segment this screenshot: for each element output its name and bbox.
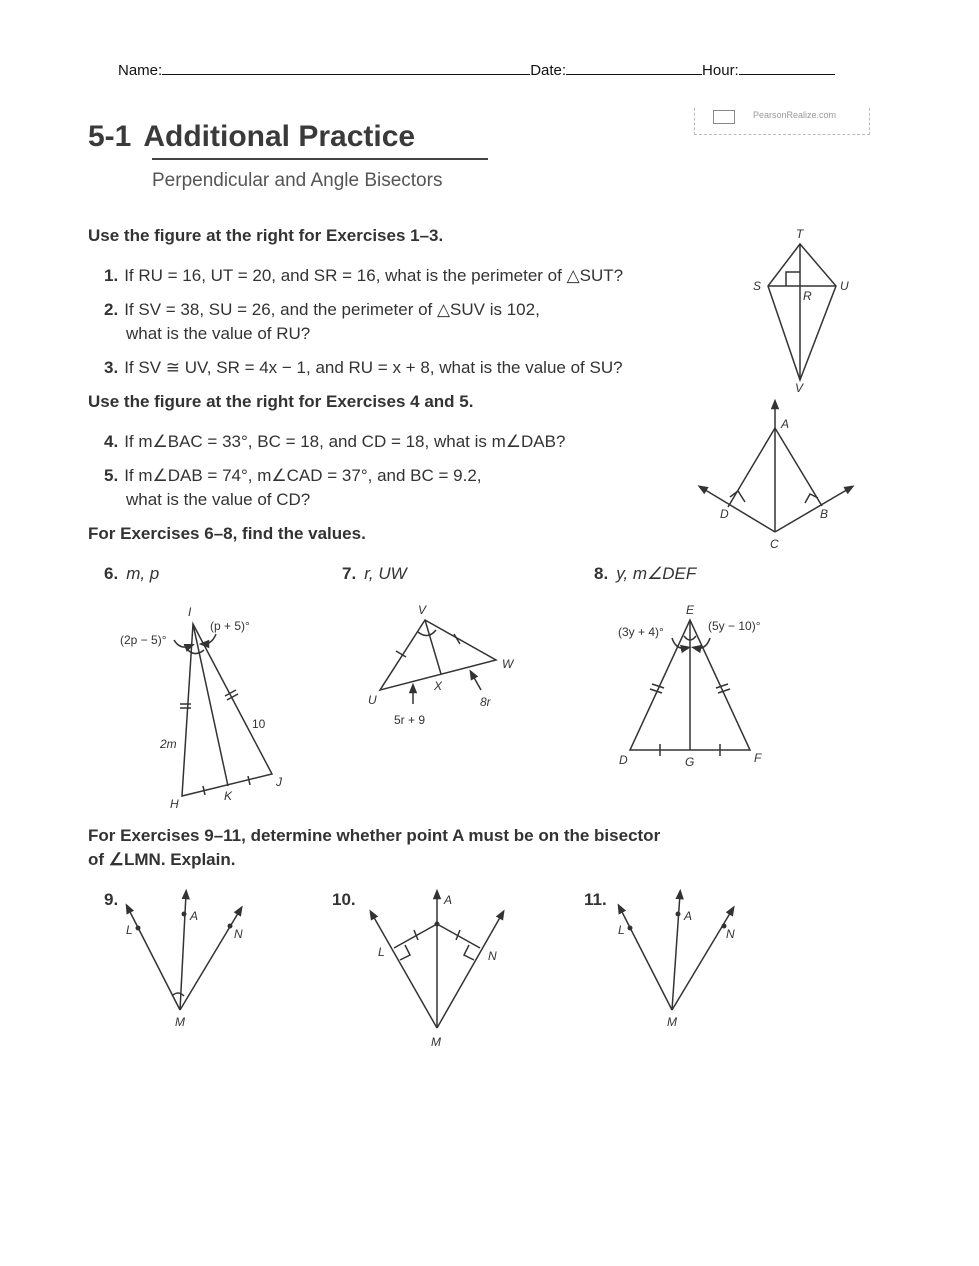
segment-ab: [775, 428, 822, 506]
problem-8-label: 8. y, m∠DEF: [594, 564, 697, 583]
problem-10-figure: [372, 894, 502, 1028]
arrow-right-angle-e: [696, 638, 710, 648]
fig45-label-c: C: [770, 537, 779, 551]
p8-label-e: E: [686, 603, 695, 617]
problem-8-figure: [630, 620, 750, 756]
ray-ma: [672, 894, 680, 1010]
kite-label-v: V: [795, 381, 804, 395]
kite-label-r: R: [803, 289, 812, 303]
fig45-label-a: A: [781, 417, 790, 431]
p6-side-2m: 2m: [160, 737, 177, 751]
problem-10-label: 10.: [332, 890, 356, 909]
p10-label-n: N: [488, 949, 497, 963]
p6-label-k: K: [224, 789, 233, 803]
segment-ad: [728, 428, 775, 507]
p9-label-n: N: [234, 927, 243, 941]
kite-figure: [768, 244, 836, 380]
point-a-11: [676, 912, 681, 917]
angle-arc-left: [186, 648, 204, 654]
p11-label-m: M: [667, 1015, 677, 1029]
ray-ml: [620, 908, 672, 1010]
kite-label-s: S: [753, 279, 762, 293]
segment-ik: [193, 624, 228, 786]
p8-label-f: F: [754, 751, 762, 765]
problem-6-label: 6. m, p: [104, 564, 160, 583]
section4-heading-cont: of ∠LMN. Explain.: [88, 850, 236, 869]
p7-label-v: V: [418, 603, 427, 617]
p11-label-l: L: [618, 923, 625, 937]
problem-11-label: 11.: [584, 890, 607, 909]
hour-label: Hour:: [702, 62, 739, 79]
p6-angle-right: (p + 5)°: [210, 619, 250, 633]
p7-label-x: X: [434, 679, 443, 693]
publisher-url: PearsonRealize.com: [753, 110, 837, 120]
p7-label-u: U: [368, 693, 377, 707]
fig45-label-b: B: [820, 507, 829, 521]
exercise-1: 1. If RU = 16, UT = 20, and SR = 16, what is the perimeter of △SUT?: [104, 266, 624, 285]
p6-label-i: I: [188, 605, 192, 619]
date-label: Date:: [530, 62, 567, 79]
segment-an: [437, 924, 480, 948]
angle-arc-v: [418, 630, 436, 636]
arrow-right-angle: [204, 634, 216, 644]
exercise-2: 2. If SV = 38, SU = 26, and the perimeter of △SUV is 102, what is the value of RU?: [104, 300, 540, 343]
right-angle-l: [400, 945, 410, 960]
problem-9-label: 9.: [104, 890, 119, 909]
kite-outline: [768, 244, 836, 380]
p6-label-h: H: [170, 797, 179, 811]
p11-label-a: A: [684, 909, 693, 923]
kite-label-t: T: [796, 227, 804, 241]
tick-hk: [203, 786, 205, 795]
tick-de-1: [652, 684, 664, 688]
p6-angle-left: (2p − 5)°: [120, 633, 167, 647]
ray-ml: [372, 914, 437, 1028]
problem-7-label: 7. r, UW: [342, 564, 407, 583]
section1-heading: Use the figure at the right for Exercises 1–3.: [88, 226, 444, 245]
right-angle-n: [464, 945, 474, 960]
p10-label-a: A: [444, 893, 453, 907]
p9-label-m: M: [175, 1015, 185, 1029]
right-angle-mark: [786, 272, 800, 286]
kite-label-u: U: [840, 279, 849, 293]
segment-al: [394, 924, 437, 948]
fig45-label-d: D: [720, 507, 729, 521]
point-l-9: [136, 926, 141, 931]
title-text: Additional Practice: [143, 120, 416, 153]
p10-label-m: M: [431, 1035, 441, 1049]
problem-11-figure: [620, 894, 732, 1010]
page-subtitle: Perpendicular and Angle Bisectors: [152, 170, 443, 191]
ray-cd: [702, 488, 775, 532]
p6-side-10: 10: [252, 717, 266, 731]
p11-label-n: N: [726, 927, 735, 941]
p6-label-j: J: [276, 775, 282, 789]
exercise-3: 3. If SV ≅ UV, SR = 4x − 1, and RU = x + 8, what is the value of SU?: [104, 358, 623, 377]
ray-mn: [437, 914, 502, 1028]
p8-label-d: D: [619, 753, 628, 767]
p9-label-a: A: [190, 909, 199, 923]
tick-ef-1: [716, 684, 728, 688]
triangle-ihj: [182, 624, 272, 796]
problem-6-figure: [174, 624, 272, 796]
lesson-number: 5-1: [88, 120, 132, 153]
p7-seg-5r9: 5r + 9: [394, 713, 426, 727]
section2-heading: Use the figure at the right for Exercises 4 and 5.: [88, 392, 474, 411]
point-n-9: [228, 924, 233, 929]
section3-heading: For Exercises 6–8, find the values.: [88, 524, 366, 543]
p8-angle-left: (3y + 4)°: [618, 625, 664, 639]
p8-label-g: G: [685, 755, 695, 769]
point-a-10: [435, 922, 440, 927]
arrow-xw: [472, 674, 481, 690]
section4-heading: For Exercises 9–11, determine whether point A must be on the bisector: [88, 826, 661, 845]
problem-9-figure: [128, 894, 240, 1010]
exercise-5: 5. If m∠DAB = 74°, m∠CAD = 37°, and BC = 9.2, what is the value of CD?: [104, 466, 482, 509]
p10-label-l: L: [378, 945, 385, 959]
p7-seg-8r: 8r: [480, 695, 491, 709]
ray-ma: [180, 894, 186, 1010]
tick-kj: [248, 776, 250, 785]
exercise-4: 4. If m∠BAC = 33°, BC = 18, and CD = 18, what is m∠DAB?: [104, 432, 566, 451]
angle-arc-m: [172, 993, 184, 996]
name-label: Name:: [118, 62, 163, 79]
p9-label-l: L: [126, 923, 133, 937]
point-l-11: [628, 926, 633, 931]
p8-angle-right: (5y − 10)°: [708, 619, 761, 633]
ray-ml: [128, 908, 180, 1010]
p7-label-w: W: [502, 657, 514, 671]
point-a-9: [182, 912, 187, 917]
arrow-left-angle: [174, 640, 190, 647]
